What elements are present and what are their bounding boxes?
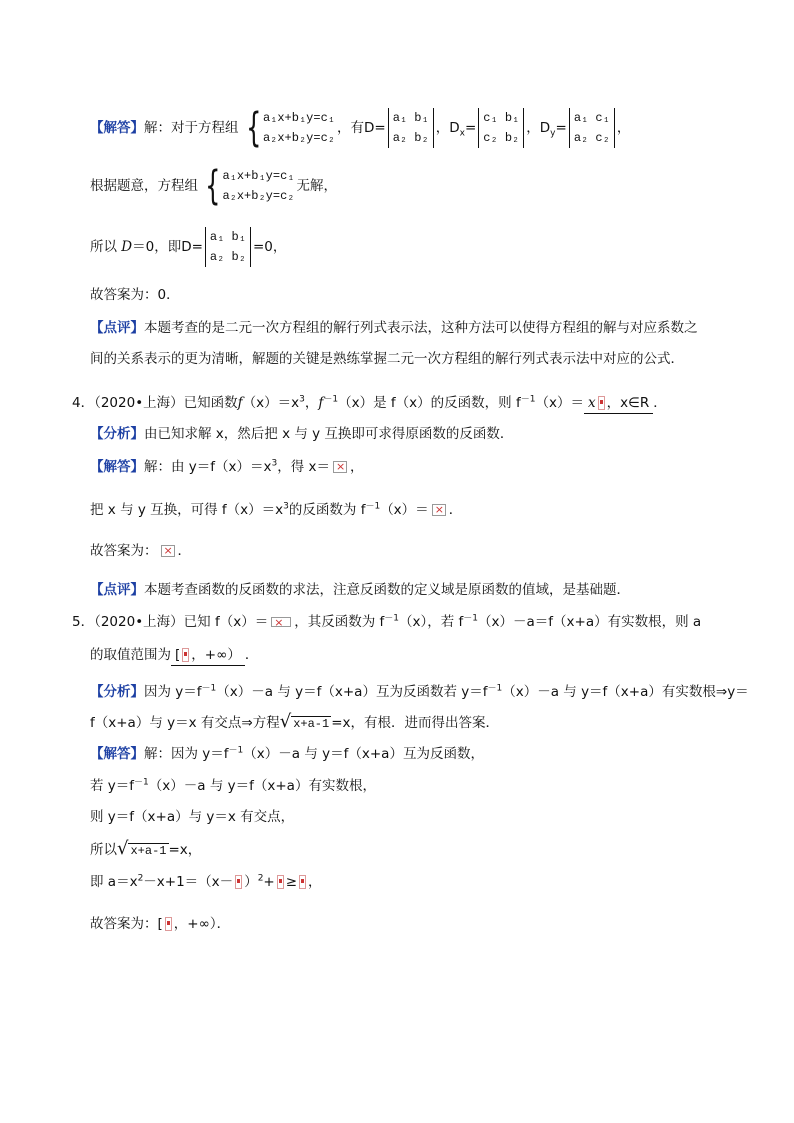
q4-analysis: 【分析】由已知求解 x，然后把 x 与 y 互换即可求得原函数的反函数．: [90, 426, 514, 442]
sol3-line3: 所以 D＝0，即D= a₁ b₁ a₂ b₂ =0，: [90, 227, 286, 267]
q5-solution-line2: 若 $y=f^{-1}(x)-a$ 与 y＝f（x+a）有实数根，: [90, 777, 376, 794]
broken-image-icon: [432, 504, 446, 516]
comment-tag: 【点评】: [90, 320, 144, 336]
answer-tag: 【解答】: [90, 120, 144, 136]
q5-analysis-line1: 【分析】因为 $y=f^{-1}(x)-a$ 与 y＝f（x+a）互为反函数若 $y=f^{-1}(x)-a$ 与 y＝f（x+a）有实数根⇒y＝: [90, 683, 749, 700]
broken-image-icon: [598, 396, 605, 410]
broken-image-icon: [165, 917, 172, 931]
sol3-comment-line2: 间的关系表示的更为清晰，解题的关键是熟练掌握二元一次方程组的解行列式表示法中对应的公式．: [90, 351, 684, 367]
determinant-d: a₁ b₁ a₂ b₂: [205, 227, 251, 267]
broken-image-icon: [235, 875, 242, 889]
q4-stem: 4．（2020•上海）已知函数$f(x)=x^3$，$f^{-1}(x)$是 f（x）的反函数，则 $f^{-1}(x)= x$ ，x∈R ．: [72, 393, 667, 414]
answer-blank: x ，x∈R: [584, 393, 653, 414]
broken-image-icon: [182, 648, 189, 662]
q5-stem-line1: 5．（2020•上海）已知 f（x）＝× ，其反函数为 $f^{-1}(x)$，若 $f^{-1}(x)-a=f(x+a)$有实数根，则 a: [72, 612, 701, 632]
broken-image-icon: [161, 545, 175, 557]
sol3-line2: 根据题意，方程组 { a₁x+b₁y=c₁ a₂x+b₂y=c₂ 无解，: [90, 163, 337, 209]
q5-solution-line3: 则 y＝f（x+a）与 y＝x 有交点，: [90, 809, 295, 825]
q5-stem-line2: 的取值范围为 [ ，+∞） ．: [90, 645, 258, 666]
broken-image-icon: [271, 617, 291, 627]
q4-comment: 【点评】本题考查函数的反函数的求法，注意反函数的定义域是原函数的值域，是基础题．: [90, 582, 630, 598]
q5-solution-line5: 即 $a=x^2-x+1=(x- )^2+$ ≥ ，: [90, 873, 322, 890]
q5-solution-line1: 【解答】解：因为 $y=f^{-1}(x)-a$ 与 y＝f（x+a）互为反函数，: [90, 745, 484, 762]
determinant-dx: c₁ b₁ c₂ b₂: [478, 108, 524, 148]
q4-answer: 故答案为：× ．: [90, 541, 191, 561]
answer-blank: [ ，+∞）: [171, 645, 245, 666]
sol3-line1: 【解答】解：对于方程组 { a₁x+b₁y=c₁ a₂x+b₂y=c₂ ，有D= a₁ b₁ a₂ b₂ ，$D_x=$ c₁ b₁ c₂ b₂ ，$D_y=$ a₁ c₁ a₂ c₂ ，: [90, 105, 631, 151]
sqrt-expression: √ x+a-1: [117, 838, 167, 859]
q5-analysis-line2: f（x+a）与 y＝x 有交点⇒方程√ x+a-1 =x，有根．进而得出答案．: [90, 711, 500, 732]
q4-solution-line2: 把 x 与 y 互换，可得 $f(x)=x^3$的反函数为 $f^{-1}(x)=\times$ ．: [90, 500, 462, 520]
determinant-dy: a₁ c₁ a₂ c₂: [569, 108, 615, 148]
sol3-comment-line1: 【点评】本题考查的是二元一次方程组的解行列式表示法，这种方法可以使得方程组的解与对应系数之: [90, 320, 698, 336]
broken-image-icon: [333, 461, 347, 473]
q5-solution-line4: 所以√ x+a-1 =x，: [90, 838, 202, 859]
broken-image-icon: [277, 875, 284, 889]
broken-image-icon: [299, 875, 306, 889]
q5-answer: 故答案为：[ ，+∞）．: [90, 916, 231, 932]
equation-system: { a₁x+b₁y=c₁ a₂x+b₂y=c₂: [205, 163, 295, 209]
q4-solution-line1: 【解答】解：由 $y=f(x)=x^3$，得 x＝× ，: [90, 457, 364, 477]
sol3-answer: 故答案为：0．: [90, 287, 180, 303]
sqrt-expression: √ x+a-1: [279, 711, 330, 732]
equation-system: { a₁x+b₁y=c₁ a₂x+b₂y=c₂: [245, 105, 335, 151]
determinant-d: a₁ b₁ a₂ b₂: [388, 108, 434, 148]
